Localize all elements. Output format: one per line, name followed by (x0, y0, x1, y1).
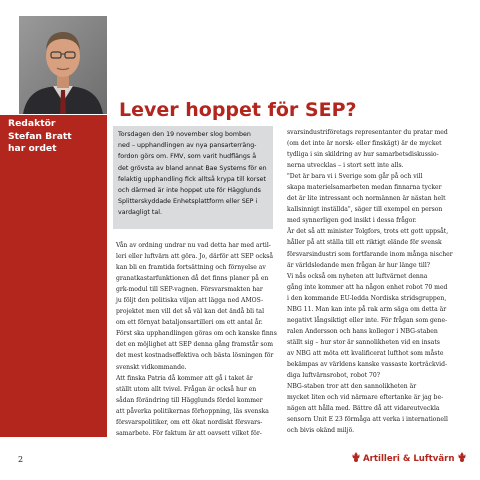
body-line: i den kommande EU-ledda Nordiska stridsgruppen, (287, 294, 447, 302)
body-line: skapa materielsamarbeten medan finnarna tycker (287, 184, 442, 192)
body-line: tydliga i sin skildring av hur samarbetsdiskussio- (287, 151, 439, 159)
body-line: Vån av ordning undrar nu vad detta har med artil- (116, 242, 271, 249)
body-line: svenskt vidkommande. (116, 363, 187, 371)
body-line: gång inte kommer att ha någon enhet robot 70 med (287, 283, 448, 291)
body-line: granatkastarfunktionen då det finns planer på en (116, 275, 269, 283)
body-line: leri eller luftvärn att göra. Jo, därför att SEP också (116, 253, 274, 261)
body-line: sensorn Unit E 23 förmåga att verka i internationell (287, 416, 448, 424)
body-line: av NBG att möta ett kvalificerat lufthot som måste (287, 349, 444, 357)
body-line: det är lite intressant och normännen är nästan helt (287, 195, 446, 203)
body-line: samarbete. För faktum är att oavsett vilket för- (116, 429, 262, 437)
body-line: diga luftvärnsrobot, robot 70? (287, 372, 380, 380)
body-line: bekämpas av världens kanske vassaste kortrâckvid- (287, 360, 448, 368)
intro-line: ned – upphandlingen av nya pansarterräng- (118, 142, 257, 150)
grenade-flame-icon (352, 452, 360, 462)
intro-line: Splitterskyddade Enhetsplattform eller SEP i (118, 198, 258, 206)
byline-line: Stefan Bratt (8, 130, 72, 142)
publication-name: Artilleri & Luftvärn (363, 454, 455, 464)
body-column-right (287, 127, 459, 436)
body-line: sådan förändring till Hägglunds fördel kommer (116, 396, 263, 404)
grenade-flame-icon (458, 452, 466, 462)
sidebar-red-bar (0, 115, 107, 437)
body-line: Är det så att minister Tolgfors, trots ett gott uppsåt, (287, 228, 449, 236)
article-headline: Lever hoppet för SEP? (119, 99, 357, 121)
body-line: ralen Andersson och hans kollegor i NBG-staben (287, 327, 438, 335)
body-line: försvarsindustri som fortfarande inom många nischer (287, 250, 453, 258)
body-line: negativt långsiktigt eller inte. För frågan som gene- (287, 316, 448, 324)
body-line: Att finska Patria då kommer att gå i taket är (116, 374, 253, 382)
body-line: kan bli en framtida fortsättning och förnyelse av (116, 264, 266, 272)
intro-line: vardagligt tal. (118, 209, 162, 217)
body-column-left (116, 240, 276, 439)
body-line: (om det inte är norsk- eller finskägt) är de mycket (287, 140, 442, 148)
publication-footer (352, 452, 466, 464)
body-line: ställt utom allt tvivel. Frågan är också hur en (116, 385, 257, 393)
body-line: "Det är bara vi i Sverige som går på och vill (287, 173, 423, 181)
body-line: håller på att ställa till ett riktigt elände för svensk (287, 239, 442, 247)
byline-line: har ordet (8, 143, 57, 154)
byline-line: Redaktör (8, 118, 56, 129)
editor-byline (8, 118, 100, 156)
intro-box (113, 126, 273, 229)
intro-line: och därmed är inte hoppet ute för Hägglunds (118, 187, 261, 195)
body-line: om ett förnyat bataljonsartilleri om ett antal år. (116, 319, 263, 327)
body-line: ju följt den politiska viljan att lägga ned AMOS- (116, 297, 264, 305)
body-line: nerna utvecklas – i stort sett inte alls. (287, 162, 404, 170)
body-line: försvarspolitiker, om ett ökat nordiskt försvars- (116, 418, 263, 426)
editor-photo (19, 16, 107, 114)
body-line: är världsledande men frågan är hur länge till? (287, 261, 431, 269)
body-line: Först ska upphandlingen göras om och kanske finns (116, 330, 277, 338)
body-line: svarsindustriföretags representanter du pratar med (287, 129, 448, 136)
body-line: grk-modul till SEP-vagnen. Försvarsmakten har (116, 286, 263, 294)
body-line: kallsinnigt inställda", säger till exempel en person (287, 206, 443, 214)
body-line: det mest kostnadseffektiva och bästa lösningen för (116, 352, 274, 360)
intro-line: fordon görs om. FMV, som varit hudflängs å (118, 153, 257, 161)
intro-line: det grövsta av bland annat Bae Systems för en (118, 164, 267, 172)
body-line: NBG-staben tror att den sannolikheten är (287, 383, 417, 391)
body-line: projektet men vill det så väl kan det ändå bli tal (116, 308, 265, 316)
body-line: ställt sig – hur stor är sannolikheten vid en insats (287, 338, 440, 346)
body-line: mycket liten och vid närmare eftertanke är jag be- (287, 394, 444, 402)
body-line: Vi nås också om nyheten att luftvärnet denna (287, 272, 428, 280)
body-line: det en möjlighet att SEP denna gång framstår som (116, 341, 273, 349)
intro-line: felaktig upphandling fick alltså krypa till korset (118, 175, 266, 183)
body-line: NBG 11. Man kan inte på rak arm säga om detta är (287, 305, 447, 313)
body-line: med synnerligen god insikt i dessa frågor. (287, 217, 417, 225)
page-number: 2 (18, 455, 24, 464)
body-line: att påverka politikernas förhoppning, läs svenska (116, 407, 269, 415)
body-line: nägen att hålla med. Bättre då att vidareutveckla (287, 405, 440, 413)
intro-line: Torsdagen den 19 november slog bomben (118, 131, 251, 138)
body-line: och bivis okänd miljö. (287, 427, 355, 435)
editor-portrait-image (19, 16, 107, 114)
